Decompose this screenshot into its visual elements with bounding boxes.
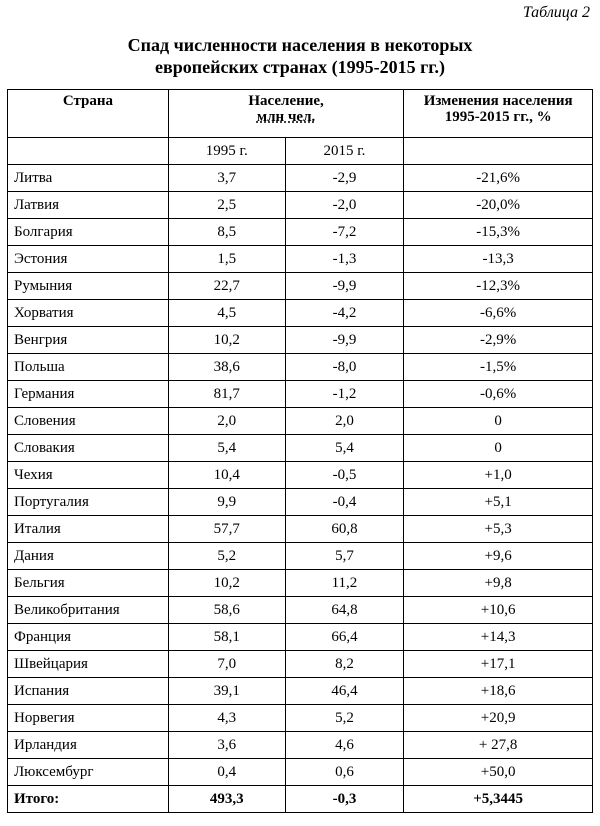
cell-population-1995: 7,0 [168,651,285,678]
table-row [8,246,593,273]
cell-country: Люксембург [8,759,169,786]
total-change: +5,3445 [404,786,593,813]
cell-population-2015: 8,2 [285,651,404,678]
table-row [8,705,593,732]
cell-country: Италия [8,516,169,543]
subheader-empty-left [8,138,169,165]
table-row [8,219,593,246]
cell-population-1995: 8,5 [168,219,285,246]
cell-population-2015: -4,2 [285,300,404,327]
cell-country: Словакия [8,435,169,462]
total-label: Итого: [8,786,169,813]
cell-population-1995: 39,1 [168,678,285,705]
header-population [168,90,403,138]
table-row [8,192,593,219]
table-row [8,624,593,651]
cell-population-2015: -9,9 [285,273,404,300]
title-line-1: Спад численности населения в некоторых [127,35,473,55]
cell-population-1995: 57,7 [168,516,285,543]
cell-country: Германия [8,381,169,408]
cell-country: Латвия [8,192,169,219]
cell-change: +18,6 [404,678,593,705]
cell-country: Франция [8,624,169,651]
cell-population-2015: -7,2 [285,219,404,246]
cell-population-1995: 10,2 [168,570,285,597]
cell-population-1995: 58,6 [168,597,285,624]
table-row [8,543,593,570]
cell-country: Испания [8,678,169,705]
cell-country: Португалия [8,489,169,516]
table-row [8,759,593,786]
cell-population-1995: 38,6 [168,354,285,381]
cell-change: +5,3 [404,516,593,543]
cell-population-2015: -9,9 [285,327,404,354]
header-population-unit: млн чел. [256,109,316,125]
cell-population-2015: 60,8 [285,516,404,543]
cell-country: Бельгия [8,570,169,597]
cell-country: Литва [8,165,169,192]
cell-population-2015: -0,4 [285,489,404,516]
table-row [8,165,593,192]
title-line-2: европейских странах (1995-2015 гг.) [155,57,445,77]
header-country: Страна [8,90,169,138]
table-row [8,300,593,327]
total-2015: -0,3 [285,786,404,813]
cell-country: Швейцария [8,651,169,678]
table-row [8,678,593,705]
cell-population-2015: 0,6 [285,759,404,786]
cell-population-1995: 22,7 [168,273,285,300]
cell-population-2015: -1,2 [285,381,404,408]
cell-country: Словения [8,408,169,435]
cell-change: +50,0 [404,759,593,786]
cell-population-2015: 5,4 [285,435,404,462]
cell-population-1995: 81,7 [168,381,285,408]
cell-change: +5,1 [404,489,593,516]
cell-population-1995: 4,3 [168,705,285,732]
cell-population-2015: -1,3 [285,246,404,273]
cell-country: Венгрия [8,327,169,354]
cell-country: Ирландия [8,732,169,759]
cell-population-2015: 46,4 [285,678,404,705]
table-row [8,354,593,381]
table-row [8,462,593,489]
subheader-empty-right [404,138,593,165]
table-row [8,489,593,516]
cell-change: -13,3 [404,246,593,273]
table-row [8,651,593,678]
table-row [8,327,593,354]
header-row [8,90,593,138]
cell-country: Болгария [8,219,169,246]
cell-change: -0,6% [404,381,593,408]
cell-population-1995: 2,5 [168,192,285,219]
cell-population-2015: -8,0 [285,354,404,381]
cell-change: 0 [404,408,593,435]
header-change-line-2: 1995-2015 гг., % [444,109,552,125]
cell-population-1995: 5,4 [168,435,285,462]
cell-population-1995: 10,4 [168,462,285,489]
header-change [404,90,593,138]
cell-population-1995: 10,2 [168,327,285,354]
table-label: Таблица 2 [522,4,590,21]
header-change-line-1: Изменения населения [423,93,573,109]
cell-change: +1,0 [404,462,593,489]
cell-population-2015: 66,4 [285,624,404,651]
cell-change: 0 [404,435,593,462]
cell-population-1995: 3,6 [168,732,285,759]
total-1995: 493,3 [168,786,285,813]
cell-change: -2,9% [404,327,593,354]
cell-population-1995: 0,4 [168,759,285,786]
table-body [8,165,593,786]
cell-population-1995: 9,9 [168,489,285,516]
cell-change: + 27,8 [404,732,593,759]
cell-change: -20,0% [404,192,593,219]
table-row [8,273,593,300]
cell-change: +9,8 [404,570,593,597]
subheader-row [8,138,593,165]
table-row [8,381,593,408]
cell-population-1995: 1,5 [168,246,285,273]
cell-country: Румыния [8,273,169,300]
cell-population-2015: -0,5 [285,462,404,489]
table-row [8,570,593,597]
cell-change: +9,6 [404,543,593,570]
cell-change: -15,3% [404,219,593,246]
header-population-line-1: Население, [248,93,324,109]
page-title [0,34,600,78]
cell-change: -6,6% [404,300,593,327]
cell-change: -1,5% [404,354,593,381]
subheader-1995: 1995 г. [168,138,285,165]
table-row [8,516,593,543]
cell-population-1995: 58,1 [168,624,285,651]
cell-population-1995: 5,2 [168,543,285,570]
cell-population-2015: -2,9 [285,165,404,192]
cell-country: Дания [8,543,169,570]
cell-change: -12,3% [404,273,593,300]
cell-population-2015: -2,0 [285,192,404,219]
cell-population-2015: 5,2 [285,705,404,732]
cell-country: Чехия [8,462,169,489]
header-population-line-2 [175,109,397,125]
population-table [7,89,593,813]
cell-country: Польша [8,354,169,381]
cell-population-1995: 4,5 [168,300,285,327]
cell-population-2015: 64,8 [285,597,404,624]
cell-population-2015: 5,7 [285,543,404,570]
cell-change: +17,1 [404,651,593,678]
cell-population-2015: 4,6 [285,732,404,759]
total-row [8,786,593,813]
cell-country: Норвегия [8,705,169,732]
table-row [8,408,593,435]
cell-change: +10,6 [404,597,593,624]
table-row [8,732,593,759]
cell-change: +20,9 [404,705,593,732]
cell-population-2015: 11,2 [285,570,404,597]
cell-country: Хорватия [8,300,169,327]
cell-change: +14,3 [404,624,593,651]
cell-population-1995: 2,0 [168,408,285,435]
cell-country: Великобритания [8,597,169,624]
cell-population-2015: 2,0 [285,408,404,435]
table-row [8,597,593,624]
cell-population-1995: 3,7 [168,165,285,192]
table-row [8,435,593,462]
cell-country: Эстония [8,246,169,273]
cell-change: -21,6% [404,165,593,192]
subheader-2015: 2015 г. [285,138,404,165]
